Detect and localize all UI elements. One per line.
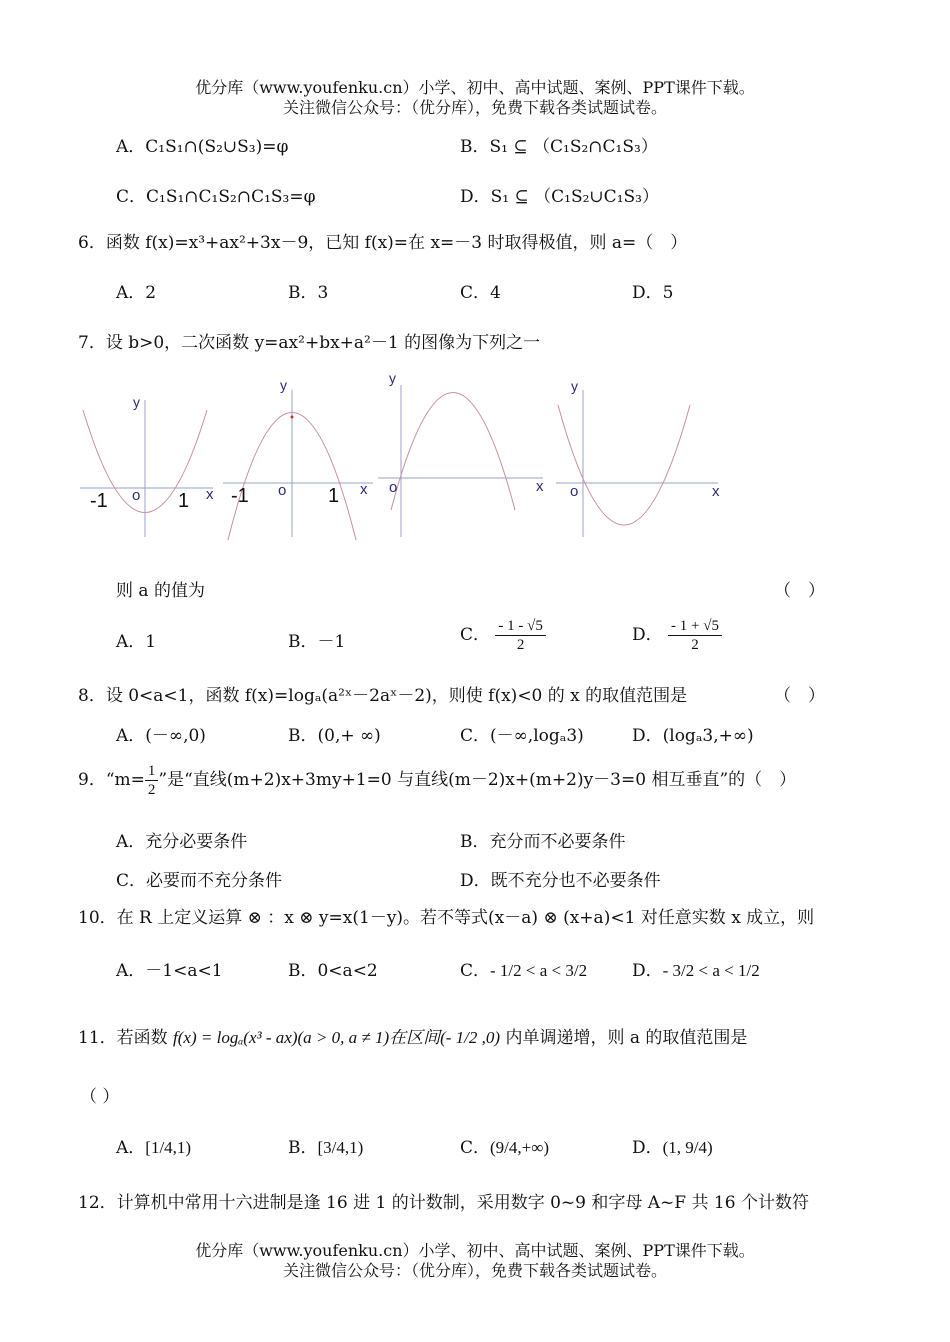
q5-b-text: S₁ ⊆ （C₁S₂∩C₁S₃）	[489, 137, 658, 157]
q7-d-fraction: $\frac{- 1 + √5}{2}$	[668, 617, 722, 654]
q5-option-b	[460, 132, 658, 157]
q6-option-d: D．5	[632, 283, 674, 303]
q10-option-d	[632, 956, 760, 981]
q7-stem: 7．设 b>0，二次函数 y=ax²+bx+a²－1 的图像为下列之一	[78, 333, 541, 353]
q10-option-c	[460, 956, 587, 981]
q7-graphs	[78, 365, 738, 545]
q10-c-text: - 1/2 < a < 3/2	[490, 961, 588, 980]
q5-c-label: C．	[116, 187, 147, 207]
q9-option-a: A．充分必要条件	[116, 832, 248, 852]
q8-option-d: D．(logₐ3,+∞)	[632, 726, 754, 746]
q11-stem	[78, 1023, 747, 1048]
q11-d-text: (1, 9/4)	[662, 1138, 713, 1157]
q7-option-b: B．－1	[288, 632, 346, 652]
graph-3-y-label: y	[389, 370, 396, 386]
q8-option-a: A．(－∞,0)	[116, 726, 206, 746]
q9-option-b: B．充分而不必要条件	[460, 832, 626, 852]
q10-option-b: B．0<a<2	[288, 961, 378, 981]
q11-formula: f(x) = logₐ(x³ - ax)(a > 0, a ≠ 1)在区间(- 1/2 ,0)	[173, 1028, 501, 1047]
q5-option-d	[460, 182, 659, 207]
q10-d-label: D．	[632, 961, 663, 981]
q11-b-label: B．	[288, 1138, 318, 1158]
q10-c-label: C．	[460, 961, 491, 981]
graph-4	[556, 378, 720, 537]
header-line-1: 优分库（www.youfenku.cn）小学、初中、高中试题、案例、PPT课件下载。	[195, 78, 755, 97]
q6-option-c: C．4	[460, 283, 501, 303]
q8-option-c: C．(－∞,logₐ3)	[460, 726, 584, 746]
q11-paren: （ ）	[80, 1087, 120, 1107]
graph-3-parabola	[391, 393, 515, 511]
q7-then: 则 a 的值为	[116, 581, 205, 601]
q10-d-text: - 3/2 < a < 1/2	[662, 961, 760, 980]
header-line-2: 关注微信公众号：（优分库），免费下载各类试题试卷。	[282, 98, 667, 117]
q6-option-a: A．2	[116, 283, 157, 303]
q7-option-c	[460, 617, 546, 654]
q9-option-d: D．既不充分也不必要条件	[460, 871, 661, 891]
graph-1-x-label: x	[206, 486, 214, 503]
q11-a-label: A．	[116, 1138, 146, 1158]
q11-pre: 11．若函数	[78, 1028, 168, 1048]
q9-option-c: C．必要而不充分条件	[116, 871, 283, 891]
graph-3-x-label: x	[536, 478, 544, 495]
footer-line-2: 关注微信公众号：（优分库），免费下载各类试题试卷。	[282, 1261, 667, 1280]
graph-2-neg1-label: -1	[231, 485, 249, 507]
q10-option-a: A．－1<a<1	[116, 961, 223, 981]
graph-4-x-label: x	[712, 483, 720, 500]
graph-4-origin-label: o	[570, 483, 579, 500]
graph-4-y-label: y	[571, 378, 578, 394]
q7-c-fraction: $\frac{- 1 - √5}{2}$	[495, 617, 545, 654]
q5-a-text: C₁S₁∩(S₂∪S₃)=φ	[145, 137, 289, 157]
graph-1-neg1-label: -1	[90, 490, 108, 512]
graph-3	[378, 370, 544, 537]
q5-option-c	[116, 182, 316, 207]
q7-paren: （ ）	[774, 581, 825, 601]
q9-stem	[78, 762, 796, 799]
q9-fraction: $\frac{1}{2}$	[145, 762, 159, 799]
q5-option-a	[116, 132, 288, 157]
graph-2	[223, 377, 373, 540]
q7-option-a: A．1	[116, 632, 157, 652]
q8-paren: （ ）	[774, 686, 825, 706]
q10-stem: 10．在 R 上定义运算 ⊗ ：x ⊗ y=x(1－y)。若不等式(x－a) ⊗ (x+a)<1 对任意实数 x 成立，则	[78, 908, 815, 928]
graph-3-origin-label: o	[389, 479, 398, 496]
graph-2-x-label: x	[360, 481, 368, 498]
q9-post: ”是“直线(m+2)x+3my+1=0 与直线(m－2)x+(m+2)y－3=0 相互垂直”的（ ）	[158, 770, 797, 790]
graph-1-origin-label: o	[132, 487, 141, 504]
q6-option-b: B．3	[288, 283, 329, 303]
q5-b-label: B．	[460, 137, 490, 157]
q8-stem: 8．设 0<a<1，函数 f(x)=logₐ(a²ˣ－2aˣ－2)，则使 f(x)<0 的 x 的取值范围是	[78, 686, 688, 706]
q7-d-label: D．	[632, 625, 663, 645]
q11-b-text: [3/4,1)	[317, 1138, 364, 1157]
q9-pre: 9．“m=	[78, 770, 145, 790]
q7-option-d	[632, 617, 722, 654]
q11-d-label: D．	[632, 1138, 663, 1158]
q11-option-a	[116, 1133, 191, 1158]
graph-2-vertex	[291, 416, 294, 419]
q12-stem: 12．计算机中常用十六进制是逢 16 进 1 的计数制，采用数字 0~9 和字母 A~F 共 16 个计数符	[78, 1193, 809, 1213]
graph-1-pos1-label: 1	[178, 490, 190, 512]
q11-option-d	[632, 1133, 713, 1158]
q5-c-text: C₁S₁∩C₁S₂∩C₁S₃=φ	[146, 187, 316, 207]
graph-2-pos1-label: 1	[328, 485, 340, 507]
q6-stem: 6．函数 f(x)=x³+ax²+3x－9，已知 f(x)=在 x=－3 时取得极值，则 a=（ ）	[78, 233, 688, 253]
graph-2-y-label: y	[280, 377, 287, 393]
q5-d-label: D．	[460, 187, 491, 207]
graph-2-origin-label: o	[278, 482, 287, 499]
q11-a-text: [1/4,1)	[145, 1138, 192, 1157]
q7-c-label: C．	[460, 625, 491, 645]
q11-post: 内单调递增，则 a 的取值范围是	[505, 1028, 748, 1048]
graph-1	[80, 394, 214, 537]
q8-option-b: B．(0,+ ∞)	[288, 726, 381, 746]
footer-line-1: 优分库（www.youfenku.cn）小学、初中、高中试题、案例、PPT课件下载。	[195, 1241, 755, 1260]
q11-c-label: C．	[460, 1138, 491, 1158]
q11-c-text: (9/4,+∞)	[490, 1138, 550, 1157]
graph-4-parabola	[558, 405, 690, 525]
q5-a-label: A．	[116, 137, 146, 157]
q5-d-text: S₁ ⊆ （C₁S₂∪C₁S₃）	[490, 187, 659, 207]
graph-1-y-label: y	[133, 394, 140, 410]
q11-option-c	[460, 1133, 549, 1158]
q11-option-b	[288, 1133, 363, 1158]
